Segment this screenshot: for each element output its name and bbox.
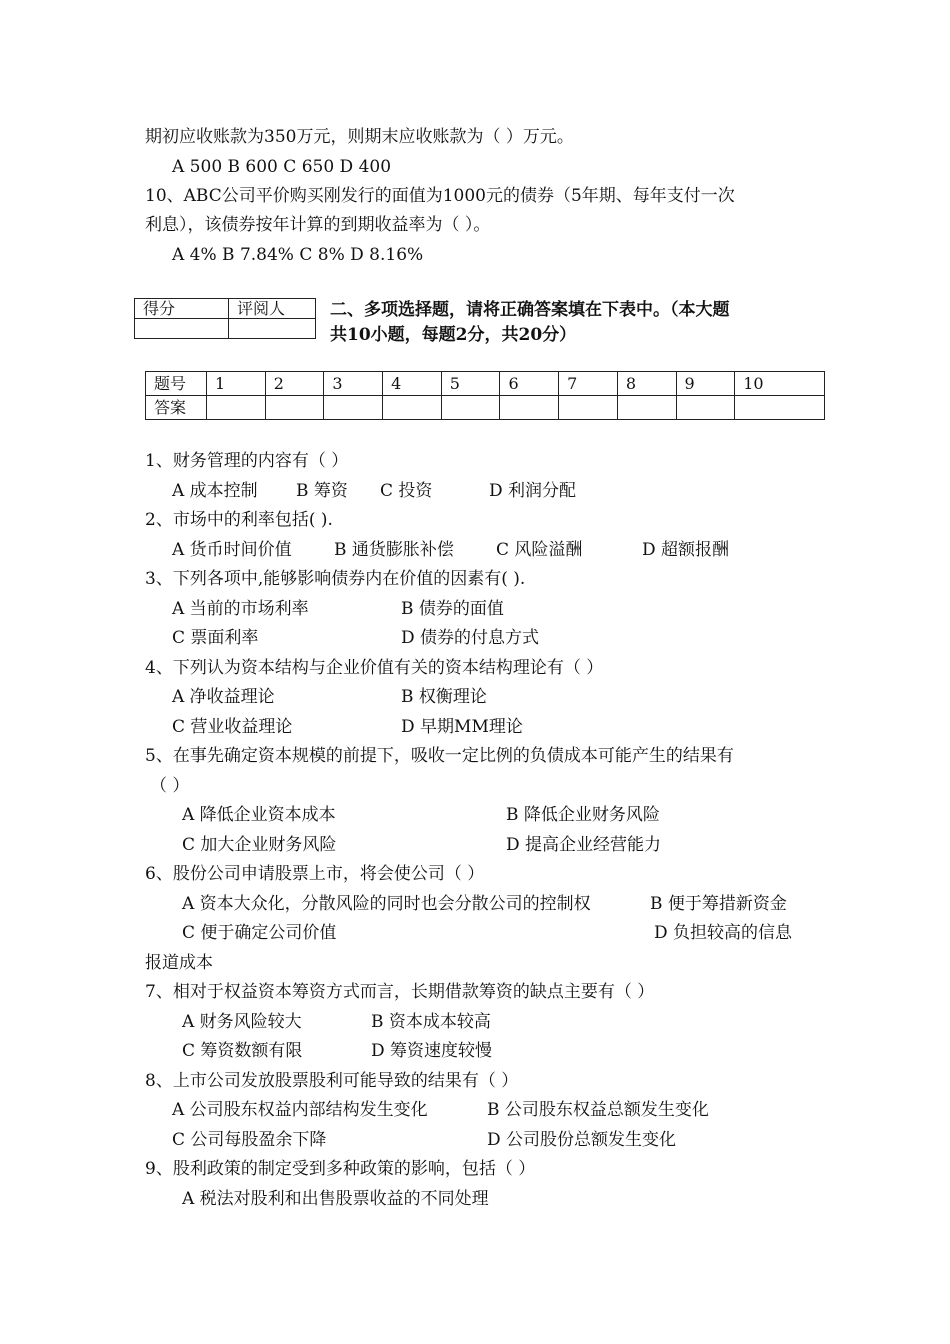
question-7-option-a: A 财务风险较大 [182, 1012, 302, 1032]
question-6-stem: 6、股份公司申请股票上市，将会使公司（ ） [145, 864, 485, 884]
question-6-option-b: B 便于筹措新资金 [650, 894, 787, 914]
score-cell[interactable] [135, 319, 229, 339]
question-3-option-c: C 票面利率 [172, 628, 259, 648]
question-10-stem-line1: 10、ABC公司平价购买刚发行的面值为1000元的债券（5年期、每年支付一次 [145, 186, 735, 206]
question-6-option-d-continued: 报道成本 [145, 953, 213, 973]
answer-cell[interactable] [735, 396, 825, 420]
answer-table-number: 2 [265, 372, 324, 396]
answer-table-number: 5 [441, 372, 500, 396]
question-3-stem: 3、下列各项中,能够影响债券内在价值的因素有( ). [145, 569, 526, 589]
answer-table-number: 8 [617, 372, 676, 396]
question-5-stem: 5、在事先确定资本规模的前提下，吸收一定比例的负债成本可能产生的结果有 [145, 746, 734, 766]
question-7-stem: 7、相对于权益资本筹资方式而言，长期借款筹资的缺点主要有（ ） [145, 982, 655, 1002]
question-1-option-b: B 筹资 [296, 481, 348, 501]
answer-table-number: 3 [324, 372, 383, 396]
question-3-option-b: B 债券的面值 [401, 599, 504, 619]
answer-cell[interactable] [500, 396, 559, 420]
question-9-option-a: A 税法对股利和出售股票收益的不同处理 [182, 1189, 489, 1209]
question-2-stem: 2、市场中的利率包括( ). [145, 510, 333, 530]
score-label: 得分 [135, 299, 229, 319]
answer-table-answer-row [146, 396, 825, 420]
question-1-stem: 1、财务管理的内容有（ ） [145, 451, 349, 471]
question-8-option-c: C 公司每股盈余下降 [172, 1130, 327, 1150]
answer-cell[interactable] [559, 396, 618, 420]
question-1-option-c: C 投资 [380, 481, 433, 501]
question-2-option-c: C 风险溢酬 [496, 540, 583, 560]
answer-table-number-row [146, 372, 825, 396]
question-9-prev-options: A 500 B 600 C 650 D 400 [172, 157, 392, 177]
answer-table-number: 4 [383, 372, 442, 396]
answer-table [145, 371, 825, 420]
question-10-stem-line2: 利息），该债券按年计算的到期收益率为（ ）。 [145, 215, 491, 235]
answer-table-number: 10 [735, 372, 825, 396]
question-8-option-d: D 公司股份总额发生变化 [487, 1130, 677, 1150]
answer-cell[interactable] [265, 396, 324, 420]
answer-table-number: 7 [559, 372, 618, 396]
question-5-option-a: A 降低企业资本成本 [182, 805, 336, 825]
answer-cell[interactable] [676, 396, 735, 420]
answer-table-number: 9 [676, 372, 735, 396]
question-9-stem: 9、股利政策的制定受到多种政策的影响，包括（ ） [145, 1159, 536, 1179]
reviewer-cell[interactable] [229, 319, 316, 339]
answer-table-number: 6 [500, 372, 559, 396]
answer-cell[interactable] [207, 396, 266, 420]
question-4-option-a: A 净收益理论 [172, 687, 275, 707]
question-1-option-a: A 成本控制 [172, 481, 258, 501]
answer-table-row-label: 答案 [146, 396, 207, 420]
section-2-heading-line1: 二、多项选择题，请将正确答案填在下表中。（本大题 [330, 300, 730, 320]
answer-cell[interactable] [617, 396, 676, 420]
question-5-option-c: C 加大企业财务风险 [182, 835, 337, 855]
question-7-option-d: D 筹资速度较慢 [371, 1041, 493, 1061]
question-6-option-d: D 负担较高的信息 [654, 923, 793, 943]
answer-table-number: 1 [207, 372, 266, 396]
question-6-option-c: C 便于确定公司价值 [182, 923, 337, 943]
question-1-option-d: D 利润分配 [489, 481, 577, 501]
question-8-option-a: A 公司股东权益内部结构发生变化 [172, 1100, 428, 1120]
question-4-option-c: C 营业收益理论 [172, 717, 293, 737]
question-5-stem-blank: （ ） [150, 776, 190, 796]
score-box [134, 298, 316, 339]
section-2-heading-line2: 共10小题，每题2分，共20分） [330, 325, 577, 345]
question-2-option-a: A 货币时间价值 [172, 540, 292, 560]
question-6-option-a: A 资本大众化，分散风险的同时也会分散公司的控制权 [182, 894, 591, 914]
answer-cell[interactable] [441, 396, 500, 420]
question-7-option-b: B 资本成本较高 [371, 1012, 491, 1032]
question-8-option-b: B 公司股东权益总额发生变化 [487, 1100, 709, 1120]
question-2-option-b: B 通货膨胀补偿 [334, 540, 454, 560]
question-9-prev-tail: 期初应收账款为350万元，则期末应收账款为（ ）万元。 [145, 127, 574, 147]
question-4-option-b: B 权衡理论 [401, 687, 487, 707]
answer-cell[interactable] [324, 396, 383, 420]
question-3-option-d: D 债券的付息方式 [401, 628, 540, 648]
question-3-option-a: A 当前的市场利率 [172, 599, 309, 619]
question-10-options: A 4% B 7.84% C 8% D 8.16% [172, 245, 424, 265]
question-5-option-b: B 降低企业财务风险 [506, 805, 660, 825]
reviewer-label: 评阅人 [229, 299, 316, 319]
answer-table-row-label: 题号 [146, 372, 207, 396]
question-4-stem: 4、下列认为资本结构与企业价值有关的资本结构理论有（ ） [145, 658, 604, 678]
question-4-option-d: D 早期MM理论 [401, 717, 523, 737]
question-8-stem: 8、上市公司发放股票股利可能导致的结果有（ ） [145, 1071, 519, 1091]
question-7-option-c: C 筹资数额有限 [182, 1041, 303, 1061]
question-5-option-d: D 提高企业经营能力 [506, 835, 662, 855]
answer-cell[interactable] [383, 396, 442, 420]
question-2-option-d: D 超额报酬 [642, 540, 730, 560]
